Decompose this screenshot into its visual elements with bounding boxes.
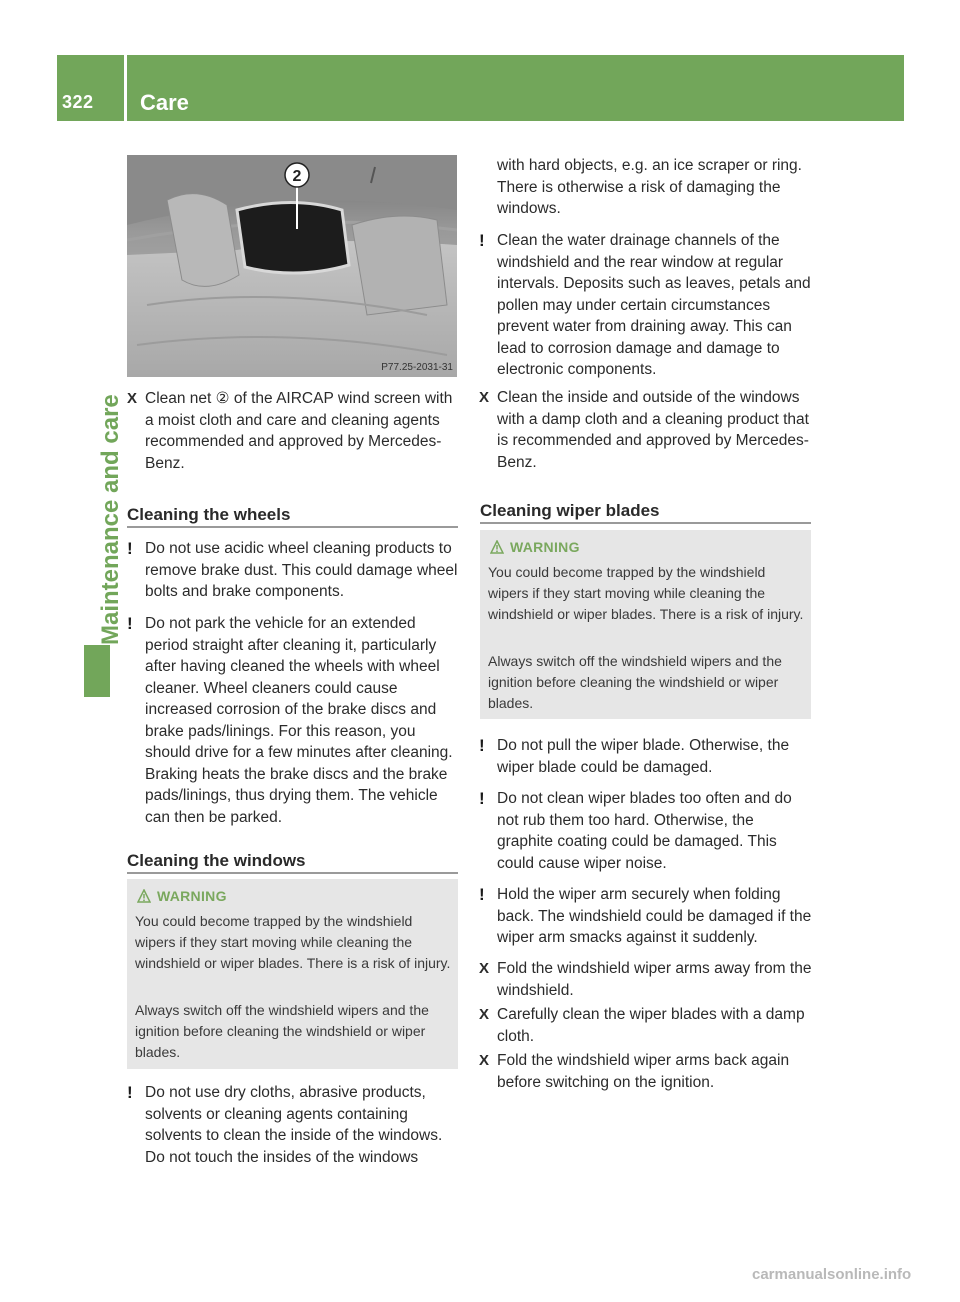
note-drainage-text: Clean the water drainage channels of the windshield and the rear window at regular intervals. Deposits such as leaves, petals and pollen may under certain circumstances prevent water from draining away. This can lead to corrosion damage and damage to electronic components. [497,232,811,378]
warning-box [480,530,811,719]
note-drainage [479,230,813,381]
note-dry-cloths-text: Do not use dry cloths, abrasive products, solvents or cleaning agents containing solvents to clean the inside of the windows. Do not touch the insides of the windows [145,1084,443,1166]
step-fold-back-text: Fold the windshield wiper arms back again before switching on the ignition. [497,1052,790,1091]
note-park-text: Do not park the vehicle for an extended period straight after cleaning it, particularly after having cleaned the wheels with wheel cleaner. Wheel cleaners could cause increased corrosion of the brake discs and brake pads/linings. For this reason, you should drive for a few minutes after cleaning. Braking heats the brake discs and the brake pads/linings, thus drying them. The vehicle can then be parked. [145,615,453,826]
note-acidic-text: Do not use acidic wheel cleaning products to remove brake dust. This could damage wheel bolts and brake components. [145,540,458,600]
step-fold-away [479,958,813,1001]
caution-icon: ! [127,539,133,558]
warning-text-2: Always switch off the windshield wipers and the ignition before cleaning the windshield or wiper blades. [488,653,782,711]
step-clean-net-text: Clean net ② of the AIRCAP wind screen with a moist cloth and care and cleaning agents recommended and approved by Mercedes-Benz. [145,390,453,472]
step-marker: X [479,1006,490,1023]
heading-cleaning-wheels: Cleaning the wheels [127,505,291,524]
step-clean-windows-text: Clean the inside and outside of the windows with a damp cloth and a cleaning product that is recommended and approved by Mercedes-Benz. [497,389,809,471]
step-marker: X [127,390,138,407]
warning-triangle-icon [137,889,151,903]
step-clean-windows [479,387,813,473]
caution-icon: ! [479,736,485,755]
note-acidic [127,538,461,603]
heading-cleaning-wiper-blades: Cleaning wiper blades [480,501,660,520]
note-hold-wiper [479,884,813,949]
warning-triangle-icon [490,540,504,554]
figure-code: P77.25-2031-31 [381,362,453,373]
warning-text-1: You could become trapped by the windshield wipers if they start moving while cleaning the windshield or wiper blades. There is a risk of injury. [488,564,804,622]
step-fold-away-text: Fold the windshield wiper arms away from the windshield. [497,960,812,999]
note-hold-wiper-text: Hold the wiper arm securely when folding back. The windshield could be damaged if the wiper arm smacks against it suddenly. [497,886,812,946]
note-pull-wiper [479,735,813,778]
step-fold-back [479,1050,813,1093]
note-dry-cloths-cont: with hard objects, e.g. an ice scraper or ring. There is otherwise a risk of damaging the windows. [497,157,802,217]
step-marker: X [479,960,490,977]
side-tab-label: Maintenance and care [97,394,124,645]
note-pull-wiper-text: Do not pull the wiper blade. Otherwise, the wiper blade could be damaged. [497,737,790,776]
figure-callout: 2 [292,168,302,185]
warning-title: WARNING [157,888,227,904]
note-dry-cloths [127,1082,463,1168]
page-number: 322 [62,92,94,112]
caution-icon: ! [479,231,485,250]
note-rub-wiper [479,788,813,874]
warning-text-2: Always switch off the windshield wipers and the ignition before cleaning the windshield or wiper blades. [135,1002,429,1060]
note-park [127,613,461,828]
step-marker: X [479,389,490,406]
step-marker: X [479,1052,490,1069]
heading-rule [480,522,811,524]
warning-box [127,879,458,1069]
step-clean-blades [479,1004,813,1047]
chapter-title: Care [140,90,189,115]
caution-icon: ! [127,1083,133,1102]
heading-cleaning-windows: Cleaning the windows [127,851,306,870]
caution-icon: ! [127,614,133,633]
aircap-figure [127,155,457,377]
header-divider [124,55,127,121]
caution-icon: ! [479,789,485,808]
warning-title: WARNING [510,539,580,555]
note-rub-wiper-text: Do not clean wiper blades too often and do not rub them too hard. Otherwise, the graphite coating could be damaged. This could cause wiper noise. [497,790,792,872]
side-tab-block [84,645,110,697]
caution-icon: ! [479,885,485,904]
heading-rule [127,526,458,528]
warning-text-1: You could become trapped by the windshield wipers if they start moving while cleaning the windshield or wiper blades. There is a risk of injury. [135,913,451,971]
watermark: carmanualsonline.info [752,1266,912,1283]
step-clean-net [127,388,460,474]
step-clean-blades-text: Carefully clean the wiper blades with a damp cloth. [497,1006,805,1045]
heading-rule [127,872,458,874]
